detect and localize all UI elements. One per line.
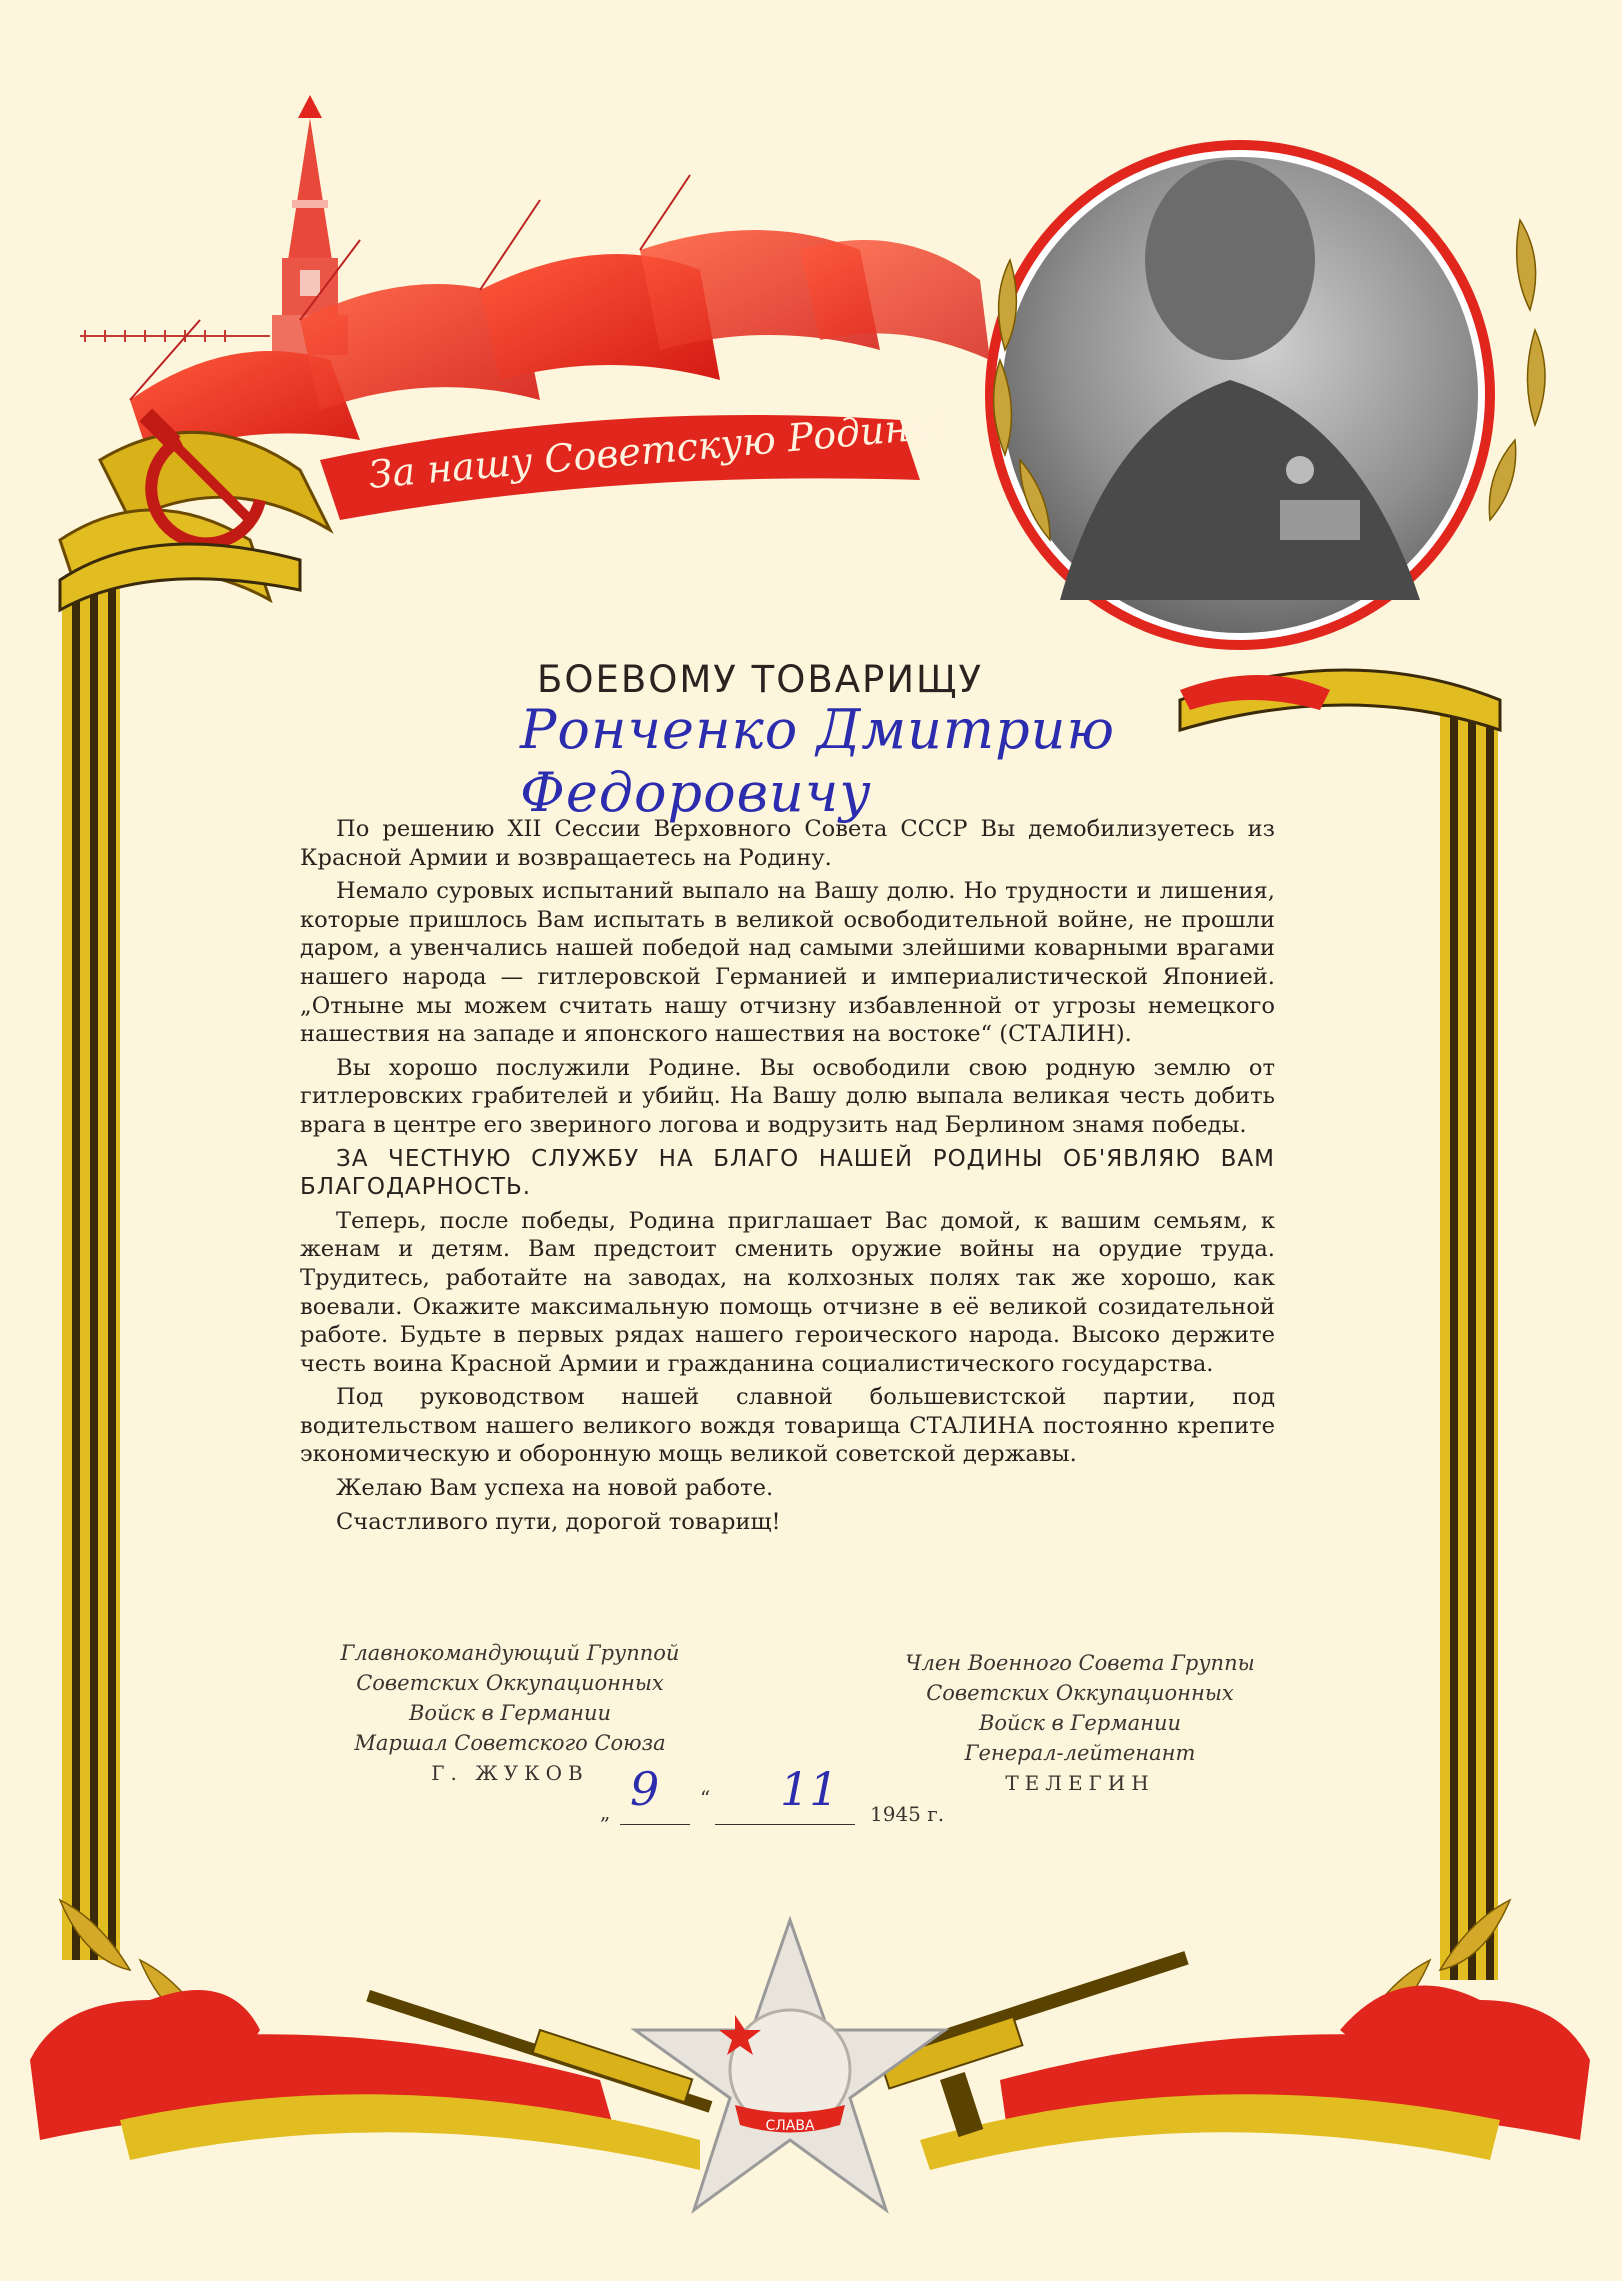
paragraph-homecoming: Теперь, после победы, Родина приглашает Вас домой, к вашим семьям, к женам и детям. Вам предстоит сменить оружие войны на орудие труда. Трудитесь, работайте на заводах, на колхозных полях так же хорошо, как воевали. Окажите максимальную помощь отчизне в её великой созидательной работе. Будьте в первых рядах нашего героического народа. Высоко держите честь воина Красной Армии и гражданина социалистического государства. xyxy=(300,1207,1275,1377)
signatory-left-line: Главнокомандующий Группой xyxy=(340,1641,680,1665)
signatory-left-line: Советских Оккупационных xyxy=(356,1671,664,1695)
date-month-line xyxy=(715,1824,855,1825)
date-day-handwritten: 9 xyxy=(630,1762,660,1816)
red-star-medal-icon xyxy=(635,1920,945,2210)
date-month-handwritten: 11 xyxy=(780,1762,839,1816)
signatory-left-name: Г. ЖУКОВ xyxy=(431,1761,589,1785)
paragraph-gratitude: ЗА ЧЕСТНУЮ СЛУЖБУ НА БЛАГО НАШЕЙ РОДИНЫ ОБ'ЯВЛЯЮ ВАМ БЛАГОДАРНОСТЬ. xyxy=(300,1145,1275,1201)
signatory-right xyxy=(880,1648,1280,1798)
date-day-line xyxy=(620,1824,690,1825)
portrait xyxy=(990,145,1490,645)
recipient-handwritten-name: Ронченко Дмитрию Федоровичу xyxy=(520,698,1115,824)
paragraph-trials: Немало суровых испытаний выпало на Вашу долю. Но трудности и лишения, которые пришлось Вам испытать в великой освободительной войне, не прошли даром, а увенчались нашей победой над самыми злейшими коварными врагами нашего народа — гитлеровской Германией и империалистической Японией. „Отныне мы можем считать нашу отчизну избавленной от угрозы немецкого нашествия на западе и японского нашествия на востоке“ (СТАЛИН). xyxy=(300,878,1275,1048)
date-open-quote: „ xyxy=(600,1800,611,1824)
paragraph-farewell: Счастливого пути, дорогой товарищ! xyxy=(336,1508,781,1535)
signatory-right-line: Войск в Германии xyxy=(978,1711,1182,1735)
medal-label: СЛАВА xyxy=(765,2118,815,2134)
paragraph-demobilization: По решению XII Сессии Верховного Совета СССР Вы демобилизуетесь из Красной Армии и возвращаетесь на Родину. xyxy=(300,816,1275,871)
issue-date xyxy=(600,1762,1000,1830)
signatory-right-line: Генерал-лейтенант xyxy=(964,1741,1196,1765)
signatory-left-line: Войск в Германии xyxy=(408,1701,612,1725)
certificate-title: БОЕВОМУ ТОВАРИЩУ xyxy=(536,658,984,701)
signatory-right-name: ТЕЛЕГИН xyxy=(1005,1771,1155,1795)
slogan-text: За нашу Советскую Родину! xyxy=(366,402,949,497)
date-close-quote: “ xyxy=(700,1786,711,1810)
date-year: 1945 г. xyxy=(870,1802,945,1826)
certificate-body xyxy=(300,815,1275,1541)
signatory-right-line: Советских Оккупационных xyxy=(926,1681,1234,1705)
paragraph-service: Вы хорошо послужили Родине. Вы освободили свою родную землю от гитлеровских грабителей и убийц. На Вашу долю выпала великая честь добить врага в центре его звериного логова и водрузить над Берлином знамя победы. xyxy=(300,1054,1275,1138)
paragraph-wish: Желаю Вам успеха на новой работе. xyxy=(336,1475,774,1502)
kremlin-wall xyxy=(80,330,270,342)
signatory-right-line: Член Военного Совета Группы xyxy=(905,1651,1255,1675)
signatory-left-line: Маршал Советского Союза xyxy=(354,1731,666,1755)
paragraph-party: Под руководством нашей славной большевистской партии, под водительством нашего великого вождя товарища СТАЛИНА постоянно крепите экономическую и оборонную мощь великой советской державы. xyxy=(300,1384,1275,1468)
